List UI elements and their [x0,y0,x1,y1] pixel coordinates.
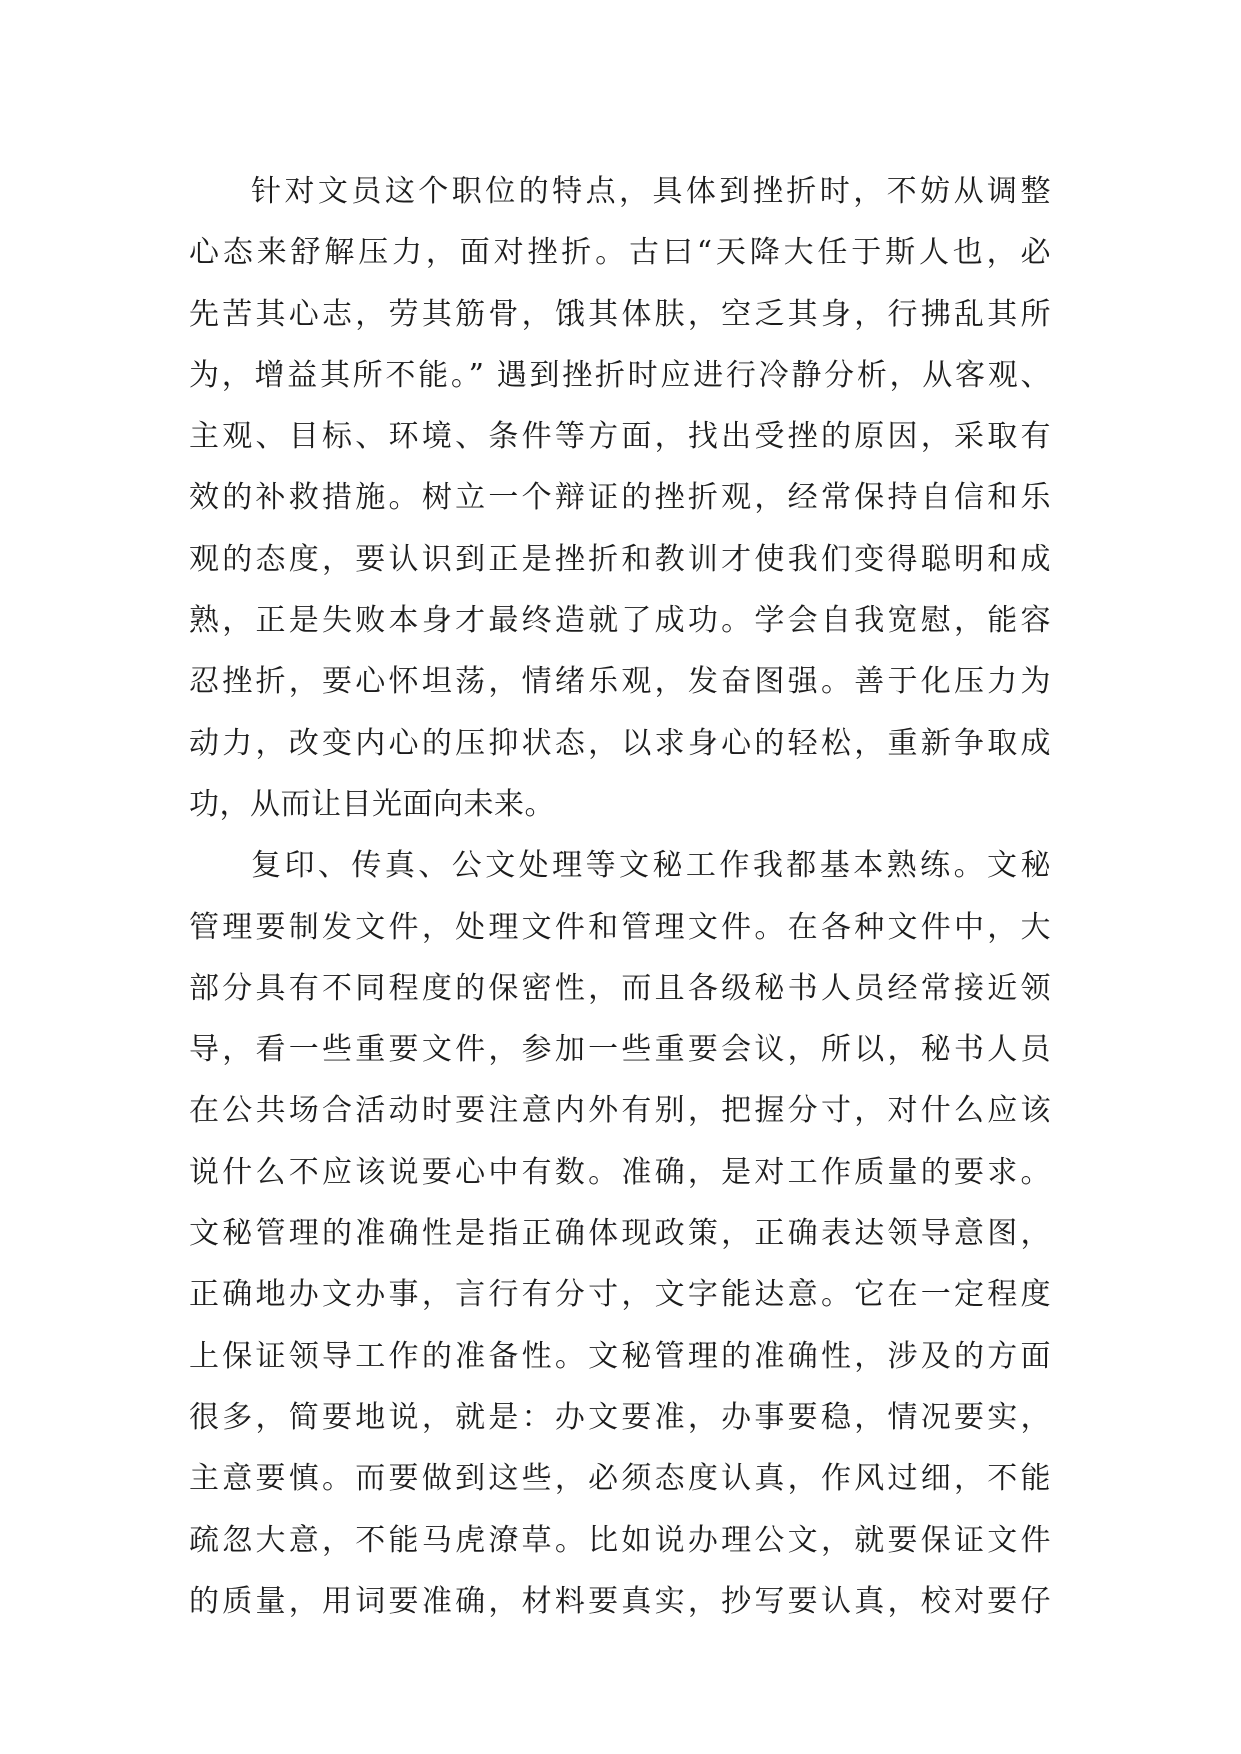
paragraph-line: 忍挫折，要心怀坦荡，情绪乐观，发奋图强。善于化压力为 [189,664,1051,700]
paragraph-line: 先苦其心志，劳其筋骨，饿其体肤，空乏其身，行拂乱其所 [189,296,1051,332]
paragraph-line: 效的补救措施。树立一个辩证的挫折观，经常保持自信和乐 [189,480,1051,516]
paragraph-line: 针对文员这个职位的特点，具体到挫折时，不妨从调整 [251,174,1051,209]
paragraph-line: 动力，改变内心的压抑状态，以求身心的轻松，重新争取成 [189,725,1051,761]
paragraph-frustration [189,161,1051,835]
paragraph-line: 观的态度，要认识到正是挫折和教训才使我们变得聪明和成 [189,541,1051,577]
paragraph-line: 功，从而让目光面向未来。 [189,786,555,822]
paragraph-line: 主意要慎。而要做到这些，必须态度认真，作风过细，不能 [189,1461,1051,1497]
paragraph-line: 管理要制发文件，处理文件和管理文件。在各种文件中，大 [189,909,1051,945]
paragraph-line: 心态来舒解压力，面对挫折。古曰“天降大任于斯人也，必 [189,235,1051,271]
paragraph-line: 说什么不应该说要心中有数。准确，是对工作质量的要求。 [189,1154,1051,1190]
paragraph-line: 在公共场合活动时要注意内外有别，把握分寸，对什么应该 [189,1093,1051,1129]
paragraph-line: 主观、目标、环境、条件等方面，找出受挫的原因，采取有 [189,419,1051,455]
paragraph-line: 熟，正是失败本身才最终造就了成功。学会自我宽慰，能容 [189,603,1051,639]
paragraph-line: 的质量，用词要准确，材料要真实，抄写要认真，校对要仔 [189,1583,1051,1619]
paragraph-line: 导，看一些重要文件，参加一些重要会议，所以，秘书人员 [189,1032,1051,1068]
document-body [189,161,1051,1632]
paragraph-line: 很多，简要地说，就是：办文要准，办事要稳，情况要实， [189,1399,1051,1435]
paragraph-line: 复印、传真、公文处理等文秘工作我都基本熟练。文秘 [251,848,1051,884]
paragraph-line: 部分具有不同程度的保密性，而且各级秘书人员经常接近领 [189,970,1051,1006]
paragraph-line: 正确地办文办事，言行有分寸，文字能达意。它在一定程度 [189,1277,1051,1313]
paragraph-line: 为，增益其所不能。” 遇到挫折时应进行冷静分析，从客观、 [189,357,1051,393]
paragraph-secretarial-work [189,835,1051,1632]
paragraph-line: 文秘管理的准确性是指正确体现政策，正确表达领导意图， [189,1216,1051,1252]
paragraph-line: 上保证领导工作的准备性。文秘管理的准确性，涉及的方面 [189,1338,1051,1374]
paragraph-line: 疏忽大意，不能马虎潦草。比如说办理公文，就要保证文件 [189,1522,1051,1558]
